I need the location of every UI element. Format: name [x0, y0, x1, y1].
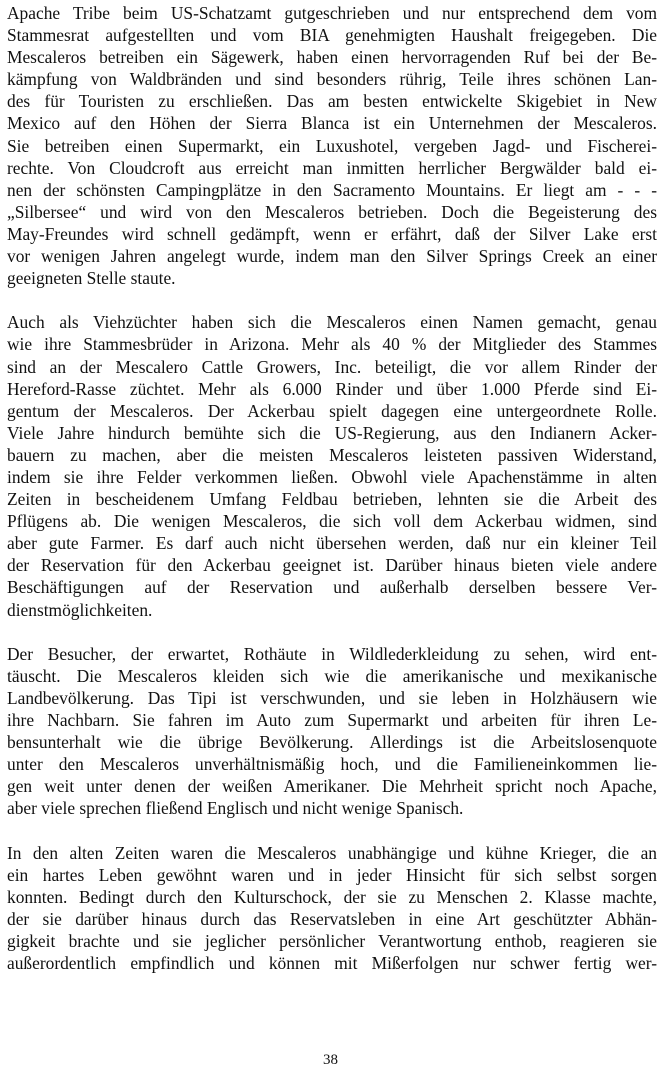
text-line: ihre Nachbarn. Sie fahren im Auto zum Supermarkt und arbeiten für ihren Le-	[7, 710, 657, 730]
text-line: Beschäftigungen auf der Reservation und außerhalb derselben bessere Ver-	[7, 577, 657, 598]
paragraph-3	[7, 643, 657, 820]
text-line: Zeiten in bescheidenem Umfang Feldbau betrieben, lehnten sie die Arbeit des	[7, 489, 657, 510]
text-line: indem sie ihre Felder verkommen ließen. Obwohl viele Apachenstämme in alten	[7, 466, 657, 487]
text-line: gigkeit brachte und sie jeglicher persönlicher Verantwortung enthob, reagieren sie	[7, 930, 657, 951]
paragraph-gap	[7, 819, 657, 841]
text-line: Auch als Viehzüchter haben sich die Mescaleros einen Namen gemacht, genau	[7, 312, 657, 333]
text-line: dienstmöglichkeiten.	[7, 599, 153, 620]
text-line: May-Freundes wird schnell gedämpft, wenn er erfährt, daß der Silver Lake erst	[7, 223, 657, 244]
text-line: der Reservation für den Ackerbau geeignet ist. Darüber hinaus bieten viele andere	[7, 555, 657, 576]
text-line: „Silbersee“ und wird von den Mescaleros betrieben. Doch die Begeisterung des	[7, 201, 657, 222]
text-line: Hereford-Rasse züchtet. Mehr als 6.000 Rinder und über 1.000 Pferde sind Ei-	[7, 378, 657, 399]
text-line: des für Touristen zu erschließen. Das am besten entwickelte Skigebiet in New	[7, 91, 657, 112]
text-line: geeigneten Stelle staute.	[7, 268, 176, 289]
paragraph-4	[7, 842, 657, 975]
paragraph-gap	[7, 621, 657, 643]
text-line: nen der schönsten Campingplätze in den Sacramento Mountains. Er liegt am - - -	[7, 179, 657, 200]
paragraph-1	[7, 2, 657, 289]
text-line: ein hartes Leben gewöhnt waren und in jeder Hinsicht für sich selbst sorgen	[7, 864, 657, 885]
text-line: rechte. Von Cloudcroft aus erreicht man inmitten herrlicher Bergwälder bald ei-	[7, 157, 657, 178]
text-line: Mescaleros betreiben ein Sägewerk, haben einen hervorragenden Ruf bei der Be-	[7, 47, 657, 68]
paragraph-2	[7, 311, 657, 620]
paragraph-gap	[7, 289, 657, 311]
text-line: konnten. Bedingt durch den Kulturschock, der sie zu Menschen 2. Klasse machte,	[7, 886, 657, 907]
text-line: bensunterhalt wie die übrige Bevölkerung. Allerdings ist die Arbeitslosenquote	[7, 732, 657, 753]
text-line: kämpfung von Waldbränden und sind besonders rührig, Teile ihres schönen Lan-	[7, 69, 657, 90]
text-line: aber viele sprechen fließend Englisch und nicht wenige Spanisch.	[7, 798, 464, 819]
text-line: vor wenigen Jahren angelegt wurde, indem man den Silver Springs Creek an einer	[7, 246, 657, 267]
text-line: wie ihre Stammesbrüder in Arizona. Mehr als 40 % der Mitglieder des Stammes	[7, 334, 657, 355]
text-line: täuscht. Die Mescaleros kleiden sich wie die amerikanische und mexikanische	[7, 665, 657, 686]
text-line: Sie betreiben einen Supermarkt, ein Luxushotel, vergeben Jagd- und Fischerei-	[7, 135, 657, 156]
text-line: Landbevölkerung. Das Tipi ist verschwunden, und sie leben in Holzhäusern wie	[7, 687, 657, 708]
text-line: der sie darüber hinaus durch das Reservatsleben in eine Art geschützter Abhän-	[7, 908, 657, 929]
text-line: Der Besucher, der erwartet, Rothäute in Wildlederkleidung zu sehen, wird ent-	[7, 643, 657, 664]
text-line: gen weit unter denen der weißen Amerikaner. Die Mehrheit spricht noch Apache,	[7, 776, 657, 797]
text-line: Viele Jahre hindurch bemühte sich die US-Regierung, aus den Indianern Acker-	[7, 422, 657, 443]
page-body	[7, 2, 657, 974]
page-number: 38	[323, 1052, 338, 1068]
text-line: aber gute Farmer. Es darf auch nicht übersehen werden, daß nur ein kleiner Teil	[7, 533, 657, 554]
text-line: Pflügens ab. Die wenigen Mescaleros, die sich voll dem Ackerbau widmen, sind	[7, 511, 657, 532]
text-line: bauern zu machen, aber die meisten Mescaleros leisteten passiven Widerstand,	[7, 444, 657, 465]
text-line: In den alten Zeiten waren die Mescaleros unabhängige und kühne Krieger, die an	[7, 842, 657, 863]
text-line: Mexico auf den Höhen der Sierra Blanca ist ein Unternehmen der Mescaleros.	[7, 113, 657, 134]
text-line: Apache Tribe beim US-Schatzamt gutgeschrieben und nur entsprechend dem vom	[7, 3, 657, 23]
text-line: gentum der Mescaleros. Der Ackerbau spielt dagegen eine untergeordnete Rolle.	[7, 400, 657, 421]
text-line: außerordentlich empfindlich und können mit Mißerfolgen nur schwer fertig wer-	[7, 953, 657, 974]
text-line: sind an der Mescalero Cattle Growers, Inc. beteiligt, die vor allem Rinder der	[7, 356, 657, 377]
text-line: Stammesrat aufgestellten und vom BIA genehmigten Haushalt freigegeben. Die	[7, 25, 657, 46]
text-line: unter den Mescaleros unverhältnismäßig hoch, und die Familieneinkommen lie-	[7, 754, 657, 775]
